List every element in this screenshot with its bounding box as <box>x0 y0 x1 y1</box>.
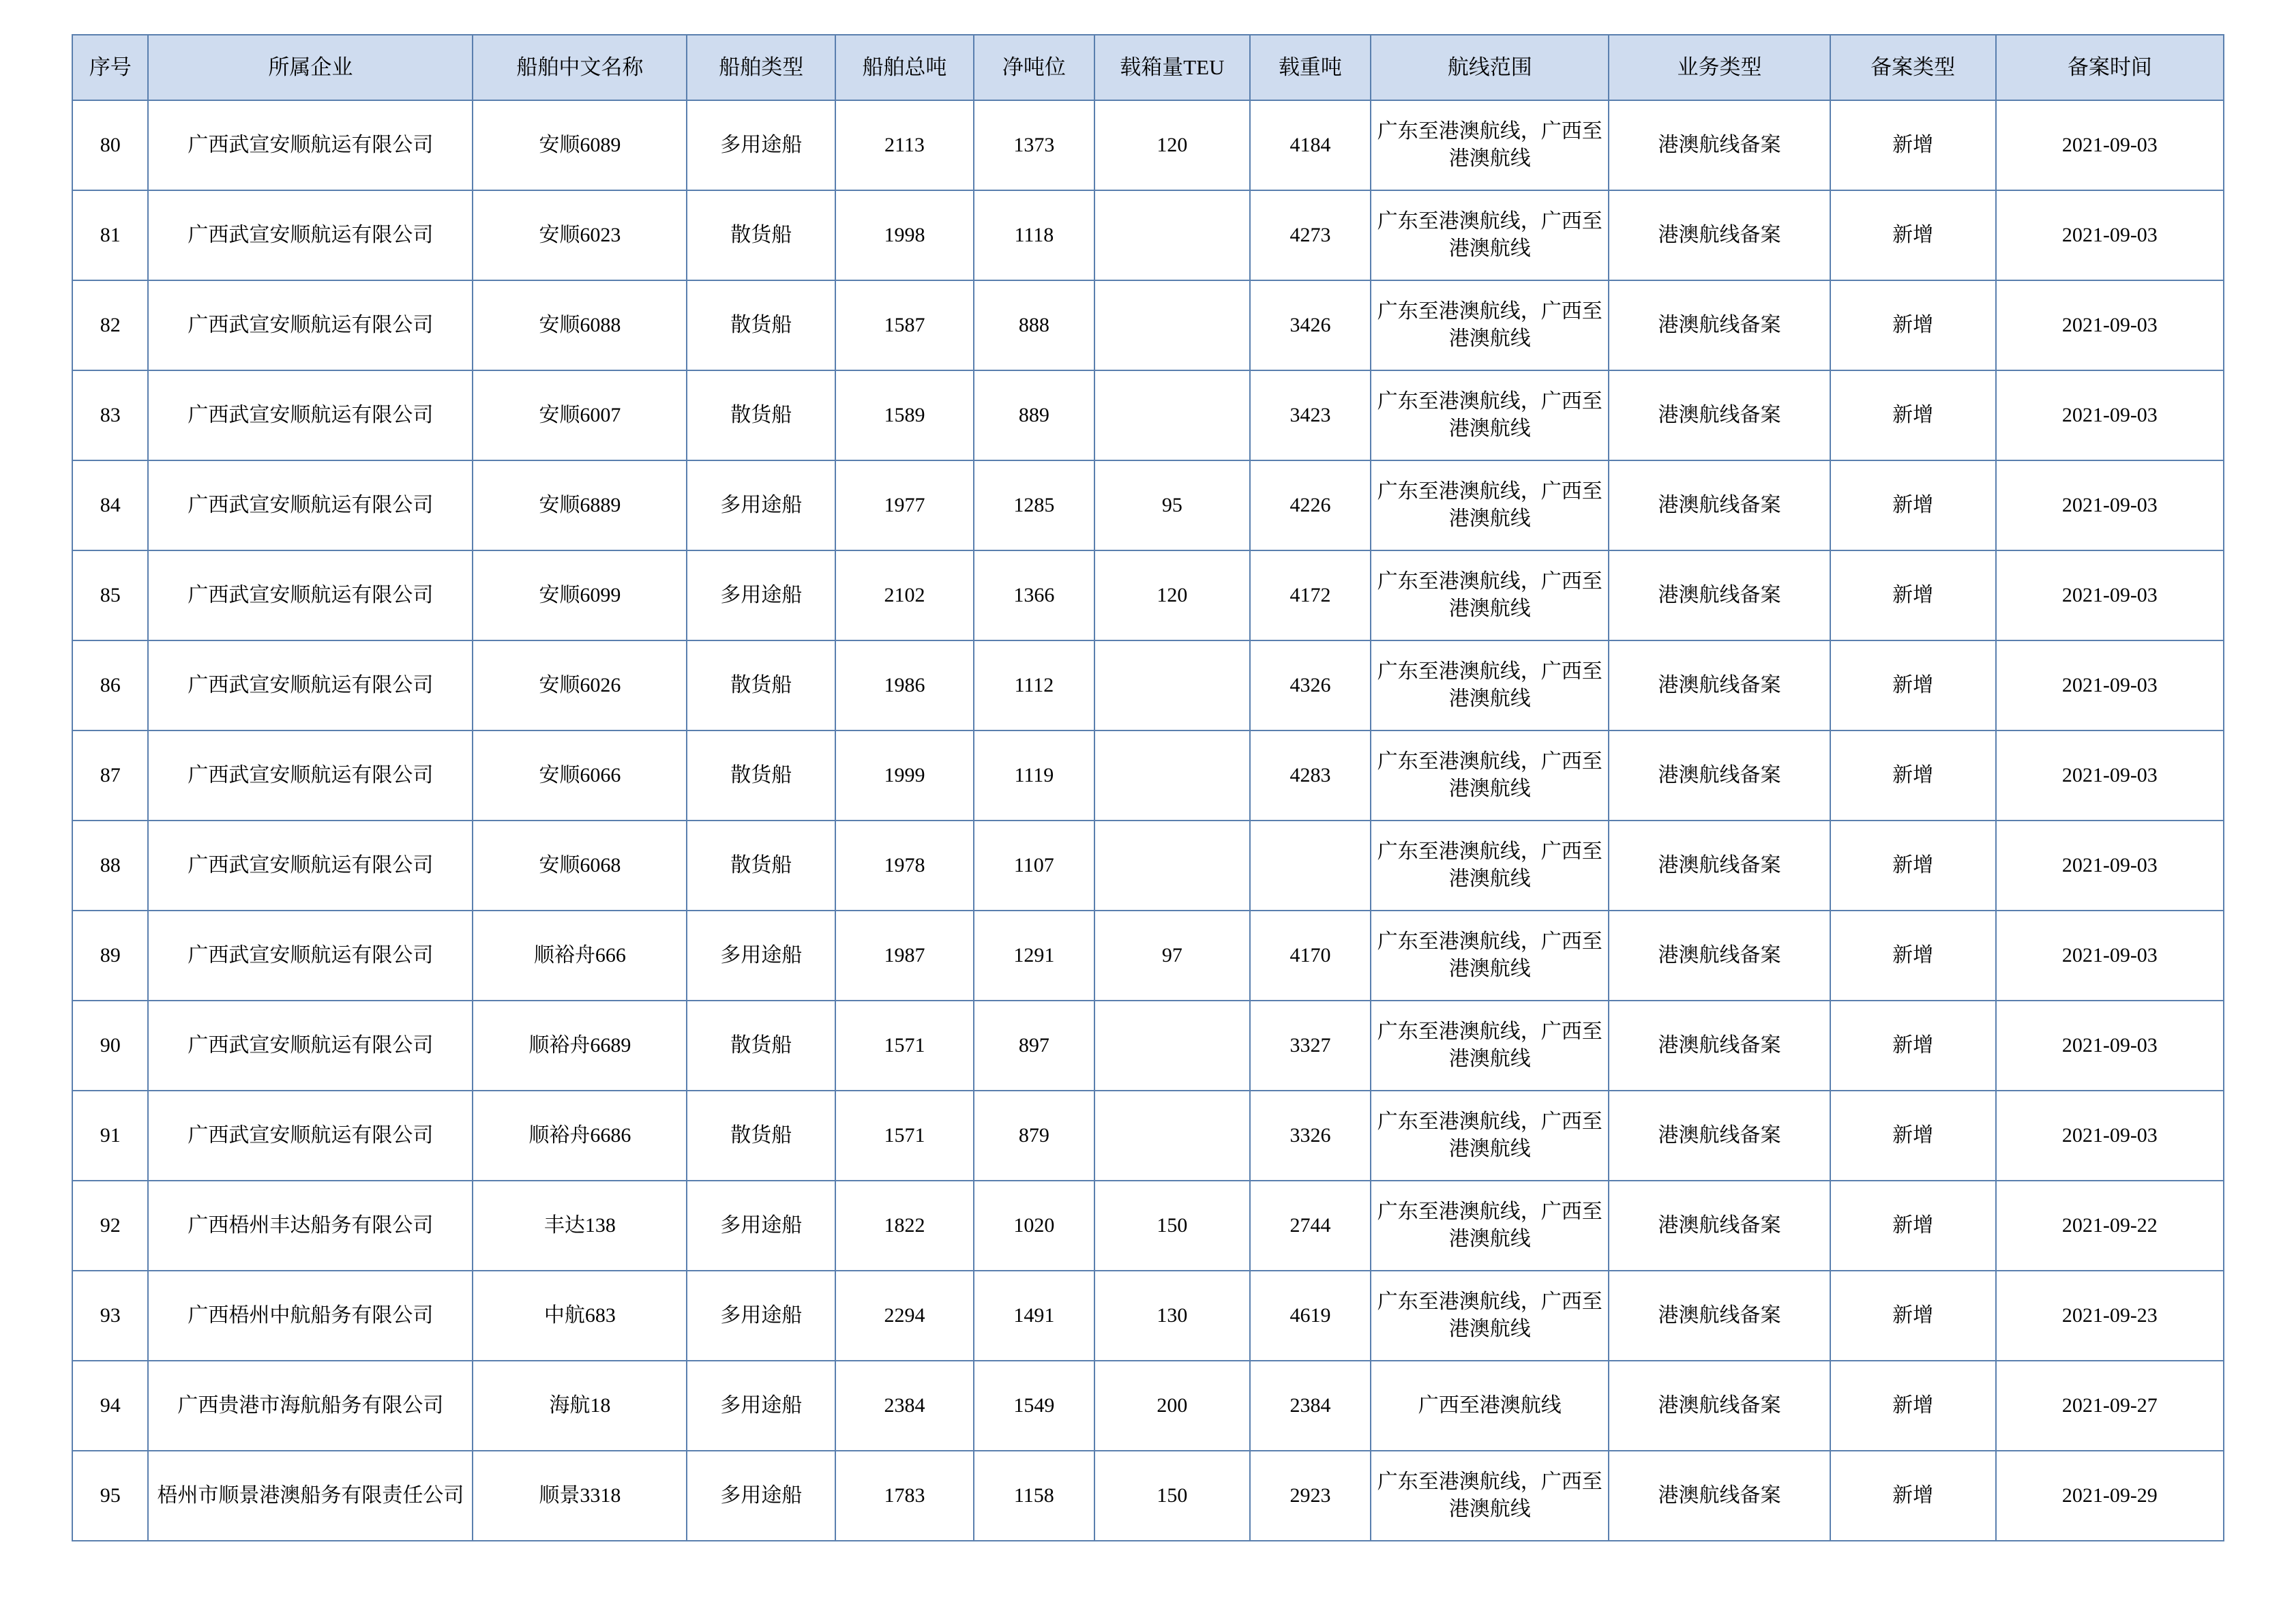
cell-business-type: 港澳航线备案 <box>1609 190 1830 280</box>
cell-company: 广西武宣安顺航运有限公司 <box>148 100 473 190</box>
table-header <box>72 35 2224 100</box>
table-row <box>72 370 2224 460</box>
table-row <box>72 640 2224 730</box>
cell-teu: 130 <box>1094 1271 1250 1361</box>
cell-business-type: 港澳航线备案 <box>1609 1001 1830 1091</box>
cell-company: 广西武宣安顺航运有限公司 <box>148 730 473 821</box>
table-row <box>72 190 2224 280</box>
cell-teu: 97 <box>1094 911 1250 1001</box>
cell-ship-name: 顺裕舟6686 <box>473 1091 687 1181</box>
cell-record-type: 新增 <box>1830 640 1996 730</box>
cell-ship-type: 散货船 <box>687 1091 835 1181</box>
cell-ship-type: 多用途船 <box>687 1181 835 1271</box>
table-row <box>72 911 2224 1001</box>
cell-net-tonnage: 889 <box>974 370 1094 460</box>
cell-deadweight: 2923 <box>1250 1451 1371 1541</box>
cell-deadweight: 4172 <box>1250 550 1371 640</box>
cell-ship-type: 多用途船 <box>687 1361 835 1451</box>
cell-company: 广西武宣安顺航运有限公司 <box>148 911 473 1001</box>
cell-ship-type: 散货船 <box>687 730 835 821</box>
cell-company: 广西武宣安顺航运有限公司 <box>148 550 473 640</box>
table-row <box>72 100 2224 190</box>
cell-ship-type: 散货船 <box>687 1001 835 1091</box>
cell-teu: 95 <box>1094 460 1250 550</box>
cell-teu: 150 <box>1094 1451 1250 1541</box>
cell-deadweight: 4326 <box>1250 640 1371 730</box>
table-row <box>72 821 2224 911</box>
cell-record-date: 2021-09-29 <box>1996 1451 2224 1541</box>
cell-gross-tonnage: 1998 <box>835 190 974 280</box>
cell-gross-tonnage: 1987 <box>835 911 974 1001</box>
table-row <box>72 280 2224 370</box>
cell-business-type: 港澳航线备案 <box>1609 370 1830 460</box>
cell-record-type: 新增 <box>1830 1271 1996 1361</box>
cell-ship-name: 顺裕舟6689 <box>473 1001 687 1091</box>
cell-deadweight: 3326 <box>1250 1091 1371 1181</box>
cell-route-range: 广东至港澳航线，广西至港澳航线 <box>1371 1271 1609 1361</box>
column-header-gross-tonnage: 船舶总吨 <box>835 35 974 100</box>
cell-ship-type: 多用途船 <box>687 100 835 190</box>
cell-index: 85 <box>72 550 148 640</box>
cell-company: 广西武宣安顺航运有限公司 <box>148 640 473 730</box>
cell-net-tonnage: 1112 <box>974 640 1094 730</box>
cell-record-type: 新增 <box>1830 100 1996 190</box>
cell-record-date: 2021-09-03 <box>1996 821 2224 911</box>
cell-record-type: 新增 <box>1830 370 1996 460</box>
cell-net-tonnage: 1020 <box>974 1181 1094 1271</box>
cell-ship-name: 安顺6066 <box>473 730 687 821</box>
cell-record-date: 2021-09-03 <box>1996 640 2224 730</box>
cell-index: 84 <box>72 460 148 550</box>
cell-index: 92 <box>72 1181 148 1271</box>
cell-gross-tonnage: 1822 <box>835 1181 974 1271</box>
cell-record-type: 新增 <box>1830 821 1996 911</box>
cell-route-range: 广东至港澳航线，广西至港澳航线 <box>1371 1181 1609 1271</box>
cell-ship-type: 多用途船 <box>687 460 835 550</box>
column-header-teu: 载箱量TEU <box>1094 35 1250 100</box>
cell-record-type: 新增 <box>1830 911 1996 1001</box>
cell-net-tonnage: 1291 <box>974 911 1094 1001</box>
cell-company: 广西武宣安顺航运有限公司 <box>148 460 473 550</box>
cell-business-type: 港澳航线备案 <box>1609 911 1830 1001</box>
cell-business-type: 港澳航线备案 <box>1609 100 1830 190</box>
cell-company: 广西武宣安顺航运有限公司 <box>148 280 473 370</box>
table-row <box>72 1361 2224 1451</box>
cell-index: 81 <box>72 190 148 280</box>
cell-gross-tonnage: 2294 <box>835 1271 974 1361</box>
cell-record-type: 新增 <box>1830 1091 1996 1181</box>
cell-route-range: 广东至港澳航线，广西至港澳航线 <box>1371 460 1609 550</box>
cell-ship-name: 安顺6007 <box>473 370 687 460</box>
cell-index: 95 <box>72 1451 148 1541</box>
cell-ship-type: 散货船 <box>687 280 835 370</box>
cell-route-range: 广东至港澳航线，广西至港澳航线 <box>1371 280 1609 370</box>
cell-ship-name: 中航683 <box>473 1271 687 1361</box>
cell-ship-type: 多用途船 <box>687 911 835 1001</box>
cell-teu: 120 <box>1094 550 1250 640</box>
cell-net-tonnage: 897 <box>974 1001 1094 1091</box>
cell-ship-name: 安顺6026 <box>473 640 687 730</box>
cell-ship-name: 顺裕舟666 <box>473 911 687 1001</box>
cell-record-type: 新增 <box>1830 280 1996 370</box>
cell-teu: 200 <box>1094 1361 1250 1451</box>
cell-record-date: 2021-09-03 <box>1996 911 2224 1001</box>
cell-record-type: 新增 <box>1830 1001 1996 1091</box>
cell-index: 82 <box>72 280 148 370</box>
table-row <box>72 1451 2224 1541</box>
cell-route-range: 广东至港澳航线，广西至港澳航线 <box>1371 100 1609 190</box>
cell-route-range: 广东至港澳航线，广西至港澳航线 <box>1371 1091 1609 1181</box>
column-header-ship-type: 船舶类型 <box>687 35 835 100</box>
cell-teu <box>1094 1091 1250 1181</box>
cell-deadweight: 3327 <box>1250 1001 1371 1091</box>
cell-deadweight <box>1250 821 1371 911</box>
cell-record-date: 2021-09-03 <box>1996 1001 2224 1091</box>
column-header-net-tonnage: 净吨位 <box>974 35 1094 100</box>
table-row <box>72 460 2224 550</box>
column-header-record-type: 备案类型 <box>1830 35 1996 100</box>
cell-record-date: 2021-09-03 <box>1996 190 2224 280</box>
cell-index: 83 <box>72 370 148 460</box>
cell-route-range: 广东至港澳航线，广西至港澳航线 <box>1371 1001 1609 1091</box>
cell-gross-tonnage: 2102 <box>835 550 974 640</box>
table-row <box>72 550 2224 640</box>
cell-net-tonnage: 879 <box>974 1091 1094 1181</box>
cell-teu <box>1094 640 1250 730</box>
cell-record-date: 2021-09-03 <box>1996 550 2224 640</box>
ship-record-table <box>72 34 2224 1541</box>
cell-ship-name: 安顺6023 <box>473 190 687 280</box>
cell-record-type: 新增 <box>1830 1181 1996 1271</box>
cell-business-type: 港澳航线备案 <box>1609 1181 1830 1271</box>
cell-index: 88 <box>72 821 148 911</box>
cell-ship-name: 安顺6099 <box>473 550 687 640</box>
cell-ship-name: 安顺6889 <box>473 460 687 550</box>
cell-deadweight: 4226 <box>1250 460 1371 550</box>
cell-teu <box>1094 730 1250 821</box>
cell-record-type: 新增 <box>1830 550 1996 640</box>
cell-gross-tonnage: 2384 <box>835 1361 974 1451</box>
cell-index: 90 <box>72 1001 148 1091</box>
cell-net-tonnage: 1373 <box>974 100 1094 190</box>
cell-company: 广西梧州中航船务有限公司 <box>148 1271 473 1361</box>
cell-deadweight: 3426 <box>1250 280 1371 370</box>
cell-net-tonnage: 1118 <box>974 190 1094 280</box>
cell-gross-tonnage: 1978 <box>835 821 974 911</box>
cell-route-range: 广东至港澳航线，广西至港澳航线 <box>1371 821 1609 911</box>
table-row <box>72 1271 2224 1361</box>
cell-gross-tonnage: 1589 <box>835 370 974 460</box>
cell-ship-name: 安顺6068 <box>473 821 687 911</box>
cell-ship-type: 多用途船 <box>687 1271 835 1361</box>
column-header-deadweight: 载重吨 <box>1250 35 1371 100</box>
cell-index: 87 <box>72 730 148 821</box>
table-row <box>72 1091 2224 1181</box>
cell-net-tonnage: 1119 <box>974 730 1094 821</box>
cell-route-range: 广东至港澳航线，广西至港澳航线 <box>1371 730 1609 821</box>
cell-record-date: 2021-09-22 <box>1996 1181 2224 1271</box>
column-header-index: 序号 <box>72 35 148 100</box>
table-row <box>72 730 2224 821</box>
cell-gross-tonnage: 1977 <box>835 460 974 550</box>
cell-record-type: 新增 <box>1830 1451 1996 1541</box>
cell-deadweight: 4619 <box>1250 1271 1371 1361</box>
cell-teu <box>1094 821 1250 911</box>
cell-company: 梧州市顺景港澳船务有限责任公司 <box>148 1451 473 1541</box>
cell-index: 89 <box>72 911 148 1001</box>
cell-company: 广西武宣安顺航运有限公司 <box>148 370 473 460</box>
cell-ship-type: 散货船 <box>687 370 835 460</box>
cell-gross-tonnage: 1571 <box>835 1001 974 1091</box>
cell-record-date: 2021-09-03 <box>1996 370 2224 460</box>
cell-company: 广西贵港市海航船务有限公司 <box>148 1361 473 1451</box>
cell-teu <box>1094 370 1250 460</box>
cell-teu <box>1094 280 1250 370</box>
cell-net-tonnage: 1366 <box>974 550 1094 640</box>
cell-gross-tonnage: 1587 <box>835 280 974 370</box>
cell-business-type: 港澳航线备案 <box>1609 1271 1830 1361</box>
cell-net-tonnage: 1549 <box>974 1361 1094 1451</box>
cell-ship-name: 安顺6089 <box>473 100 687 190</box>
cell-route-range: 广东至港澳航线，广西至港澳航线 <box>1371 370 1609 460</box>
cell-company: 广西武宣安顺航运有限公司 <box>148 1001 473 1091</box>
cell-deadweight: 4273 <box>1250 190 1371 280</box>
cell-teu <box>1094 1001 1250 1091</box>
cell-ship-type: 散货船 <box>687 190 835 280</box>
cell-business-type: 港澳航线备案 <box>1609 280 1830 370</box>
cell-record-type: 新增 <box>1830 190 1996 280</box>
cell-index: 91 <box>72 1091 148 1181</box>
cell-ship-type: 散货船 <box>687 821 835 911</box>
cell-gross-tonnage: 1999 <box>835 730 974 821</box>
cell-gross-tonnage: 1571 <box>835 1091 974 1181</box>
cell-index: 93 <box>72 1271 148 1361</box>
cell-net-tonnage: 1285 <box>974 460 1094 550</box>
cell-business-type: 港澳航线备案 <box>1609 640 1830 730</box>
cell-ship-type: 多用途船 <box>687 1451 835 1541</box>
table-row <box>72 1001 2224 1091</box>
table-row <box>72 1181 2224 1271</box>
cell-business-type: 港澳航线备案 <box>1609 550 1830 640</box>
cell-record-date: 2021-09-03 <box>1996 1091 2224 1181</box>
column-header-company: 所属企业 <box>148 35 473 100</box>
cell-gross-tonnage: 1783 <box>835 1451 974 1541</box>
cell-record-date: 2021-09-27 <box>1996 1361 2224 1451</box>
cell-route-range: 广东至港澳航线，广西至港澳航线 <box>1371 640 1609 730</box>
cell-record-date: 2021-09-23 <box>1996 1271 2224 1361</box>
cell-business-type: 港澳航线备案 <box>1609 821 1830 911</box>
cell-record-date: 2021-09-03 <box>1996 280 2224 370</box>
cell-company: 广西梧州丰达船务有限公司 <box>148 1181 473 1271</box>
cell-business-type: 港澳航线备案 <box>1609 1451 1830 1541</box>
cell-deadweight: 4283 <box>1250 730 1371 821</box>
cell-record-date: 2021-09-03 <box>1996 460 2224 550</box>
cell-route-range: 广东至港澳航线，广西至港澳航线 <box>1371 550 1609 640</box>
cell-gross-tonnage: 1986 <box>835 640 974 730</box>
cell-route-range: 广东至港澳航线，广西至港澳航线 <box>1371 190 1609 280</box>
header-row <box>72 35 2224 100</box>
table-body <box>72 100 2224 1541</box>
cell-net-tonnage: 1107 <box>974 821 1094 911</box>
cell-ship-name: 海航18 <box>473 1361 687 1451</box>
column-header-business-type: 业务类型 <box>1609 35 1830 100</box>
cell-record-type: 新增 <box>1830 1361 1996 1451</box>
cell-teu: 120 <box>1094 100 1250 190</box>
cell-deadweight: 4184 <box>1250 100 1371 190</box>
cell-index: 94 <box>72 1361 148 1451</box>
cell-gross-tonnage: 2113 <box>835 100 974 190</box>
cell-record-date: 2021-09-03 <box>1996 730 2224 821</box>
cell-ship-name: 丰达138 <box>473 1181 687 1271</box>
cell-record-type: 新增 <box>1830 730 1996 821</box>
cell-deadweight: 3423 <box>1250 370 1371 460</box>
cell-business-type: 港澳航线备案 <box>1609 460 1830 550</box>
column-header-route-range: 航线范围 <box>1371 35 1609 100</box>
cell-ship-type: 散货船 <box>687 640 835 730</box>
cell-net-tonnage: 1491 <box>974 1271 1094 1361</box>
cell-deadweight: 4170 <box>1250 911 1371 1001</box>
cell-net-tonnage: 888 <box>974 280 1094 370</box>
cell-deadweight: 2744 <box>1250 1181 1371 1271</box>
cell-business-type: 港澳航线备案 <box>1609 1091 1830 1181</box>
cell-route-range: 广东至港澳航线，广西至港澳航线 <box>1371 911 1609 1001</box>
column-header-ship-name: 船舶中文名称 <box>473 35 687 100</box>
cell-deadweight: 2384 <box>1250 1361 1371 1451</box>
cell-company: 广西武宣安顺航运有限公司 <box>148 190 473 280</box>
cell-ship-name: 顺景3318 <box>473 1451 687 1541</box>
cell-index: 86 <box>72 640 148 730</box>
cell-route-range: 广西至港澳航线 <box>1371 1361 1609 1451</box>
cell-index: 80 <box>72 100 148 190</box>
column-header-record-date: 备案时间 <box>1996 35 2224 100</box>
cell-net-tonnage: 1158 <box>974 1451 1094 1541</box>
cell-ship-name: 安顺6088 <box>473 280 687 370</box>
cell-ship-type: 多用途船 <box>687 550 835 640</box>
cell-teu <box>1094 190 1250 280</box>
cell-company: 广西武宣安顺航运有限公司 <box>148 821 473 911</box>
cell-record-date: 2021-09-03 <box>1996 100 2224 190</box>
cell-business-type: 港澳航线备案 <box>1609 730 1830 821</box>
cell-company: 广西武宣安顺航运有限公司 <box>148 1091 473 1181</box>
cell-route-range: 广东至港澳航线，广西至港澳航线 <box>1371 1451 1609 1541</box>
cell-teu: 150 <box>1094 1181 1250 1271</box>
cell-record-type: 新增 <box>1830 460 1996 550</box>
cell-business-type: 港澳航线备案 <box>1609 1361 1830 1451</box>
